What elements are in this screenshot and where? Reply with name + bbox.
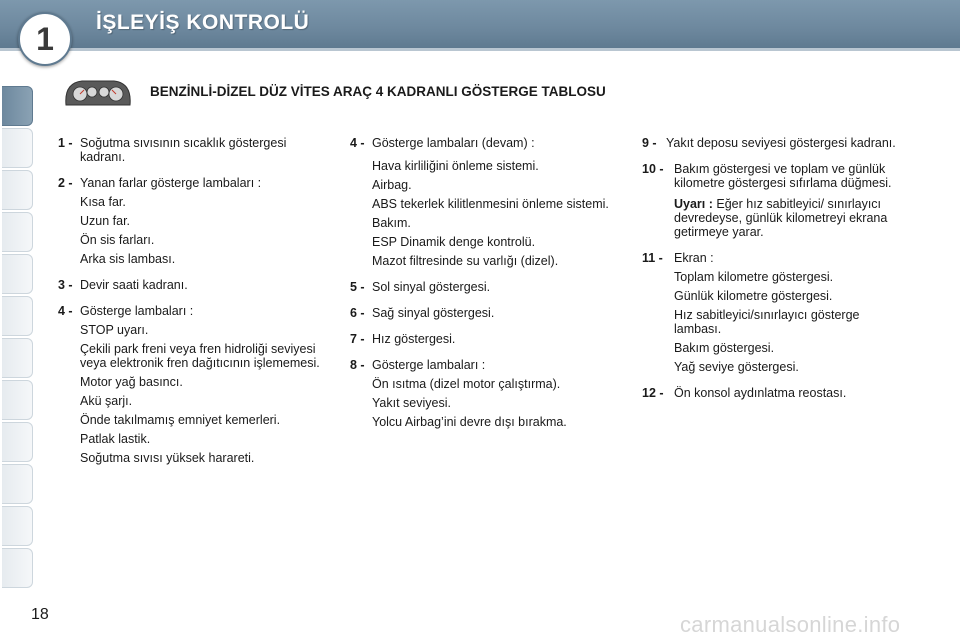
- chapter-tab-5[interactable]: [2, 254, 33, 294]
- chapter-tabs: [0, 70, 34, 575]
- chapter-tab-12[interactable]: [2, 548, 33, 588]
- section-title: BENZİNLİ-DİZEL DÜZ VİTES ARAÇ 4 KADRANLI GÖSTERGE TABLOSU: [150, 84, 606, 99]
- chapter-number: 1: [36, 20, 54, 57]
- chapter-tab-2[interactable]: [2, 128, 33, 168]
- item-number: 7 -: [350, 332, 365, 346]
- item-number: 4 -: [58, 304, 73, 318]
- page-number: 18: [31, 606, 49, 623]
- warning-note: [674, 197, 904, 239]
- item-text: Ekran :: [674, 251, 714, 265]
- item-number: 8 -: [350, 358, 365, 372]
- legend-column-2: [350, 136, 620, 441]
- legend-item: [642, 251, 904, 374]
- legend-item: [350, 306, 620, 320]
- chapter-tab-10[interactable]: [2, 464, 33, 504]
- legend-item: [350, 280, 620, 294]
- chapter-title: İŞLEYİŞ KONTROLÜ: [96, 11, 310, 34]
- item-subtext: Motor yağ basıncı.: [80, 375, 183, 389]
- item-text: Sağ sinyal göstergesi.: [372, 306, 495, 320]
- legend-item: [58, 304, 323, 465]
- item-subtext: Uzun far.: [80, 214, 131, 228]
- item-number: 3 -: [58, 278, 73, 292]
- item-text: Sol sinyal göstergesi.: [372, 280, 491, 294]
- item-subtext: Kısa far.: [80, 195, 126, 209]
- legend-item: [350, 332, 620, 346]
- chapter-badge: [18, 12, 72, 66]
- item-subtext: Çekili park freni veya fren hidroliği seviyesi veya elektronik fren dağıtıcının işlememesi.: [80, 342, 320, 370]
- item-subtext: Patlak lastik.: [80, 432, 151, 446]
- instrument-cluster-icon: [62, 77, 134, 107]
- warning-label: Uyarı :: [674, 197, 713, 211]
- item-text: Ön konsol aydınlatma reostası.: [674, 386, 847, 400]
- item-subtext: Hava kirliliğini önleme sistemi.: [372, 159, 539, 173]
- item-subtext: Yağ seviye göstergesi.: [674, 360, 799, 374]
- item-subtext: STOP uyarı.: [80, 323, 149, 337]
- item-subtext: Yolcu Airbag’ini devre dışı bırakma.: [372, 415, 567, 429]
- item-number: 1 -: [58, 136, 73, 150]
- item-subtext: Mazot filtresinde su varlığı (dizel).: [372, 254, 559, 268]
- chapter-tab-11[interactable]: [2, 506, 33, 546]
- legend-item: [642, 136, 904, 150]
- item-subtext: Akü şarjı.: [80, 394, 133, 408]
- item-subtext: Bakım.: [372, 216, 411, 230]
- item-subtext: Yakıt seviyesi.: [372, 396, 451, 410]
- item-text: Soğutma sıvısının sıcaklık göstergesi kadranı.: [80, 136, 287, 164]
- item-subtext: Bakım göstergesi.: [674, 341, 775, 355]
- item-subtext: Hız sabitleyici/sınırlayıcı gösterge lambası.: [674, 308, 860, 336]
- chapter-tab-7[interactable]: [2, 338, 33, 378]
- legend-item: [58, 176, 323, 266]
- item-number: 4 -: [350, 136, 365, 150]
- item-text: Yakıt deposu seviyesi göstergesi kadranı.: [666, 136, 896, 150]
- chapter-tab-8[interactable]: [2, 380, 33, 420]
- warning-text: Eğer hız sabitleyici/ sınırlayıcı devredeyse, günlük kilometreyi ekrana getirmeye yarar.: [674, 197, 888, 239]
- item-subtext: Önde takılmamış emniyet kemerleri.: [80, 413, 281, 427]
- item-subtext: Arka sis lambası.: [80, 252, 176, 266]
- legend-column-1: [58, 136, 323, 477]
- item-number: 5 -: [350, 280, 365, 294]
- item-text: Gösterge lambaları (devam) :: [372, 136, 535, 150]
- watermark: carmanualsonline.info: [680, 612, 901, 637]
- item-number: 6 -: [350, 306, 365, 320]
- chapter-tab-1[interactable]: [2, 86, 33, 126]
- item-number: 11 -: [642, 251, 663, 265]
- item-text: Hız göstergesi.: [372, 332, 456, 346]
- item-subtext: Ön sis farları.: [80, 233, 155, 247]
- item-subtext: Ön ısıtma (dizel motor çalıştırma).: [372, 377, 561, 391]
- chapter-tab-6[interactable]: [2, 296, 33, 336]
- chapter-tab-9[interactable]: [2, 422, 33, 462]
- chapter-tab-4[interactable]: [2, 212, 33, 252]
- item-text: Gösterge lambaları :: [372, 358, 486, 372]
- item-subtext: Toplam kilometre göstergesi.: [674, 270, 834, 284]
- item-text: Bakım göstergesi ve toplam ve günlük kilometre göstergesi sıfırlama düğmesi.: [674, 162, 892, 190]
- item-number: 9 -: [642, 136, 657, 150]
- item-subtext: Günlük kilometre göstergesi.: [674, 289, 833, 303]
- item-text: Devir saati kadranı.: [80, 278, 188, 292]
- legend-item: [350, 136, 620, 268]
- legend-item: [642, 162, 904, 239]
- legend-item: [350, 358, 620, 429]
- item-number: 12 -: [642, 386, 664, 400]
- legend-item: [642, 386, 904, 400]
- item-number: 2 -: [58, 176, 73, 190]
- item-text: Yanan farlar gösterge lambaları :: [80, 176, 262, 190]
- item-text: Gösterge lambaları :: [80, 304, 194, 318]
- item-subtext: Airbag.: [372, 178, 412, 192]
- chapter-tab-3[interactable]: [2, 170, 33, 210]
- item-subtext: Soğutma sıvısı yüksek harareti.: [80, 451, 255, 465]
- item-subtext: ABS tekerlek kilitlenmesini önleme sistemi.: [372, 197, 609, 211]
- legend-item: [58, 278, 323, 292]
- header-divider: [0, 48, 960, 51]
- item-subtext: ESP Dinamik denge kontrolü.: [372, 235, 536, 249]
- item-number: 10 -: [642, 162, 664, 176]
- legend-item: [58, 136, 323, 164]
- legend-column-3: [642, 136, 904, 412]
